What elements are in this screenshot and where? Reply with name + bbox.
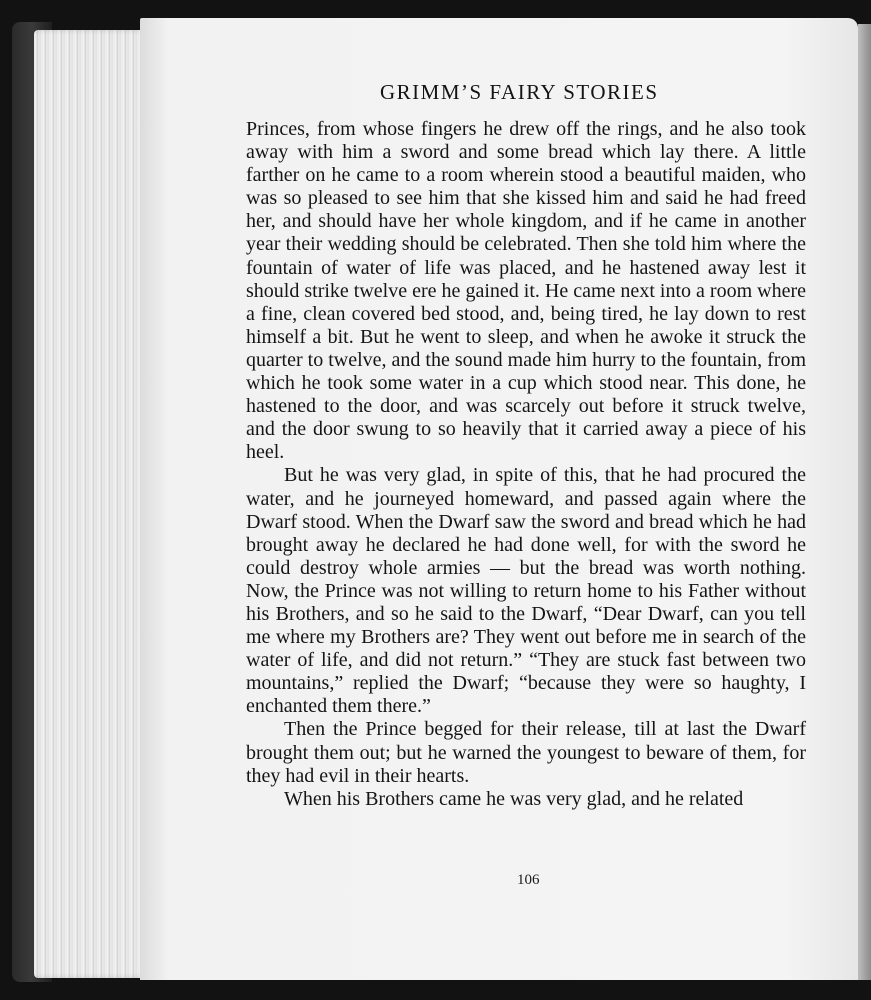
binding-strip	[858, 24, 871, 980]
paragraph: But he was very glad, in spite of this, that he had procured the water, and he journeyed homeward, and passed again where the Dwarf stood. When the Dwarf saw the sword and bread which he had brought away he declared he had done well, for with the sword he could destroy whole armies — but the bread was worth nothing. Now, the Prince was not willing to return home to his Father without his Brothers, and so he said to the Dwarf, “Dear Dwarf, can you tell me where my Brothers are? They went out before me in search of the water of life, and did not return.” “They are stuck fast between two mountains,” replied the Dwarf; “because they were so haughty, I enchanted them there.”	[246, 464, 806, 718]
running-head: GRIMM’S FAIRY STORIES	[380, 80, 659, 104]
page-edges	[34, 30, 146, 978]
paragraph: Then the Prince begged for their release, till at last the Dwarf brought them out; but he warned the youngest to beware of them, for they had evil in their hearts.	[246, 718, 806, 787]
body-text	[246, 118, 806, 811]
paragraph: Princes, from whose fingers he drew off the rings, and he also took away with him a sword and some bread which lay there. A little farther on he came to a room wherein stood a beautiful maiden, who was so pleased to see him that she kissed him and said he had freed her, and should have her whole kingdom, and if he came in another year their wedding should be celebrated. Then she told him where the fountain of water of life was placed, and he hastened away lest it should strike twelve ere he gained it. He came next into a room where a fine, clean covered bed stood, and, being tired, he lay down to rest himself a bit. But he went to sleep, and when he awoke it struck the quarter to twelve, and the sound made him hurry to the fountain, from which he took some water in a cup which stood near. This done, he hastened to the door, and was scarcely out before it struck twelve, and the door swung to so heavily that it carried away a piece of his heel.	[246, 118, 806, 464]
paragraph: When his Brothers came he was very glad, and he related	[284, 787, 744, 810]
page-number: 106	[517, 872, 540, 888]
